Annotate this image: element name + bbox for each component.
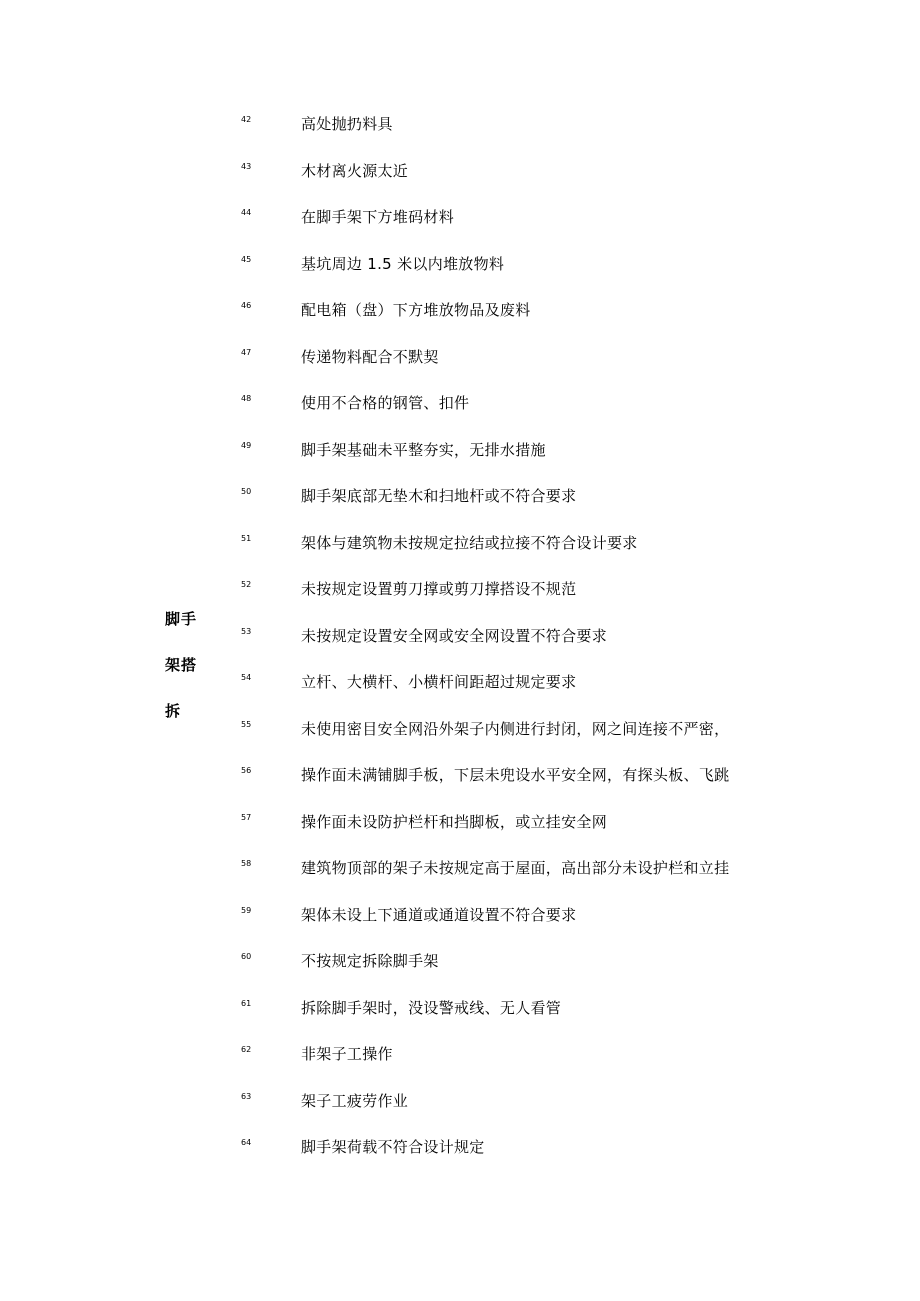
item-number: 55 [241, 719, 252, 729]
hazard-list [0, 111, 920, 1181]
item-number: 56 [241, 766, 252, 775]
list-item [0, 483, 920, 530]
item-text: 脚手架基础未平整夯实，无排水措施 [301, 440, 546, 459]
item-text: 高处抛扔料具 [301, 115, 393, 133]
item-text: 在脚手架下方堆码材料 [301, 208, 455, 226]
list-item [0, 437, 920, 484]
item-number: 54 [241, 673, 252, 682]
list-item [0, 158, 920, 205]
item-number: 50 [241, 487, 252, 496]
item-number: 60 [241, 952, 252, 961]
item-text: 拆除脚手架时，没设警戒线、无人看管 [301, 998, 562, 1017]
list-item [0, 1088, 920, 1135]
item-number: 45 [241, 254, 252, 264]
category-line-2: 架搭 [165, 656, 198, 674]
list-item [0, 576, 920, 623]
item-number: 62 [241, 1045, 252, 1054]
item-text: 基坑周边 1.5 米以内堆放物料 [301, 254, 505, 273]
list-item [0, 902, 920, 949]
item-number: 58 [241, 859, 252, 868]
category-line-3: 拆 [165, 702, 182, 720]
list-item [0, 297, 920, 344]
item-text: 操作面未满铺脚手板，下层未兜设水平安全网，有探头板、飞跳 [301, 766, 730, 784]
item-number: 43 [241, 161, 252, 171]
item-number: 42 [241, 115, 252, 124]
list-item [0, 390, 920, 437]
list-item [0, 530, 920, 577]
list-item [0, 251, 920, 298]
item-text: 木材离火源太近 [301, 161, 409, 180]
item-number: 61 [241, 998, 252, 1008]
list-item [0, 623, 920, 670]
list-item [0, 809, 920, 856]
list-item [0, 995, 920, 1042]
item-number: 51 [241, 533, 252, 543]
item-text: 脚手架荷载不符合设计规定 [301, 1138, 485, 1156]
item-number: 52 [241, 580, 252, 589]
item-number: 64 [241, 1138, 252, 1147]
list-item [0, 344, 920, 391]
item-number: 59 [241, 905, 252, 915]
list-item [0, 948, 920, 995]
item-number: 49 [241, 440, 252, 450]
list-item [0, 855, 920, 902]
list-item [0, 111, 920, 158]
item-text: 未按规定设置安全网或安全网设置不符合要求 [301, 626, 608, 645]
item-number: 57 [241, 812, 252, 822]
list-item [0, 1041, 920, 1088]
list-item [0, 669, 920, 716]
item-text: 传递物料配合不默契 [301, 347, 439, 366]
category-line-1: 脚手 [165, 610, 198, 628]
item-number: 44 [241, 208, 252, 217]
item-text: 建筑物顶部的架子未按规定高于屋面，高出部分未设护栏和立挂 [301, 859, 730, 877]
list-item [0, 716, 920, 763]
item-text: 操作面未设防护栏杆和挡脚板，或立挂安全网 [301, 812, 608, 831]
list-item [0, 1134, 920, 1181]
item-text: 不按规定拆除脚手架 [301, 952, 439, 970]
item-text: 非架子工操作 [301, 1045, 393, 1063]
item-text: 未按规定设置剪刀撑或剪刀撑搭设不规范 [301, 580, 577, 598]
item-text: 架体未设上下通道或通道设置不符合要求 [301, 905, 577, 924]
item-text: 使用不合格的钢管、扣件 [301, 394, 470, 412]
item-number: 63 [241, 1091, 252, 1101]
list-item [0, 204, 920, 251]
item-number: 53 [241, 626, 252, 636]
item-number: 47 [241, 347, 252, 357]
item-number: 48 [241, 394, 252, 403]
item-text: 架体与建筑物未按规定拉结或拉接不符合设计要求 [301, 533, 638, 552]
item-text: 脚手架底部无垫木和扫地杆或不符合要求 [301, 487, 577, 505]
item-text: 配电箱（盘）下方堆放物品及废料 [301, 301, 531, 319]
item-text: 未使用密目安全网沿外架子内侧进行封闭，网之间连接不严密， [301, 719, 730, 738]
item-text: 架子工疲劳作业 [301, 1091, 409, 1110]
list-item [0, 762, 920, 809]
item-number: 46 [241, 301, 252, 310]
item-text: 立杆、大横杆、小横杆间距超过规定要求 [301, 673, 577, 691]
